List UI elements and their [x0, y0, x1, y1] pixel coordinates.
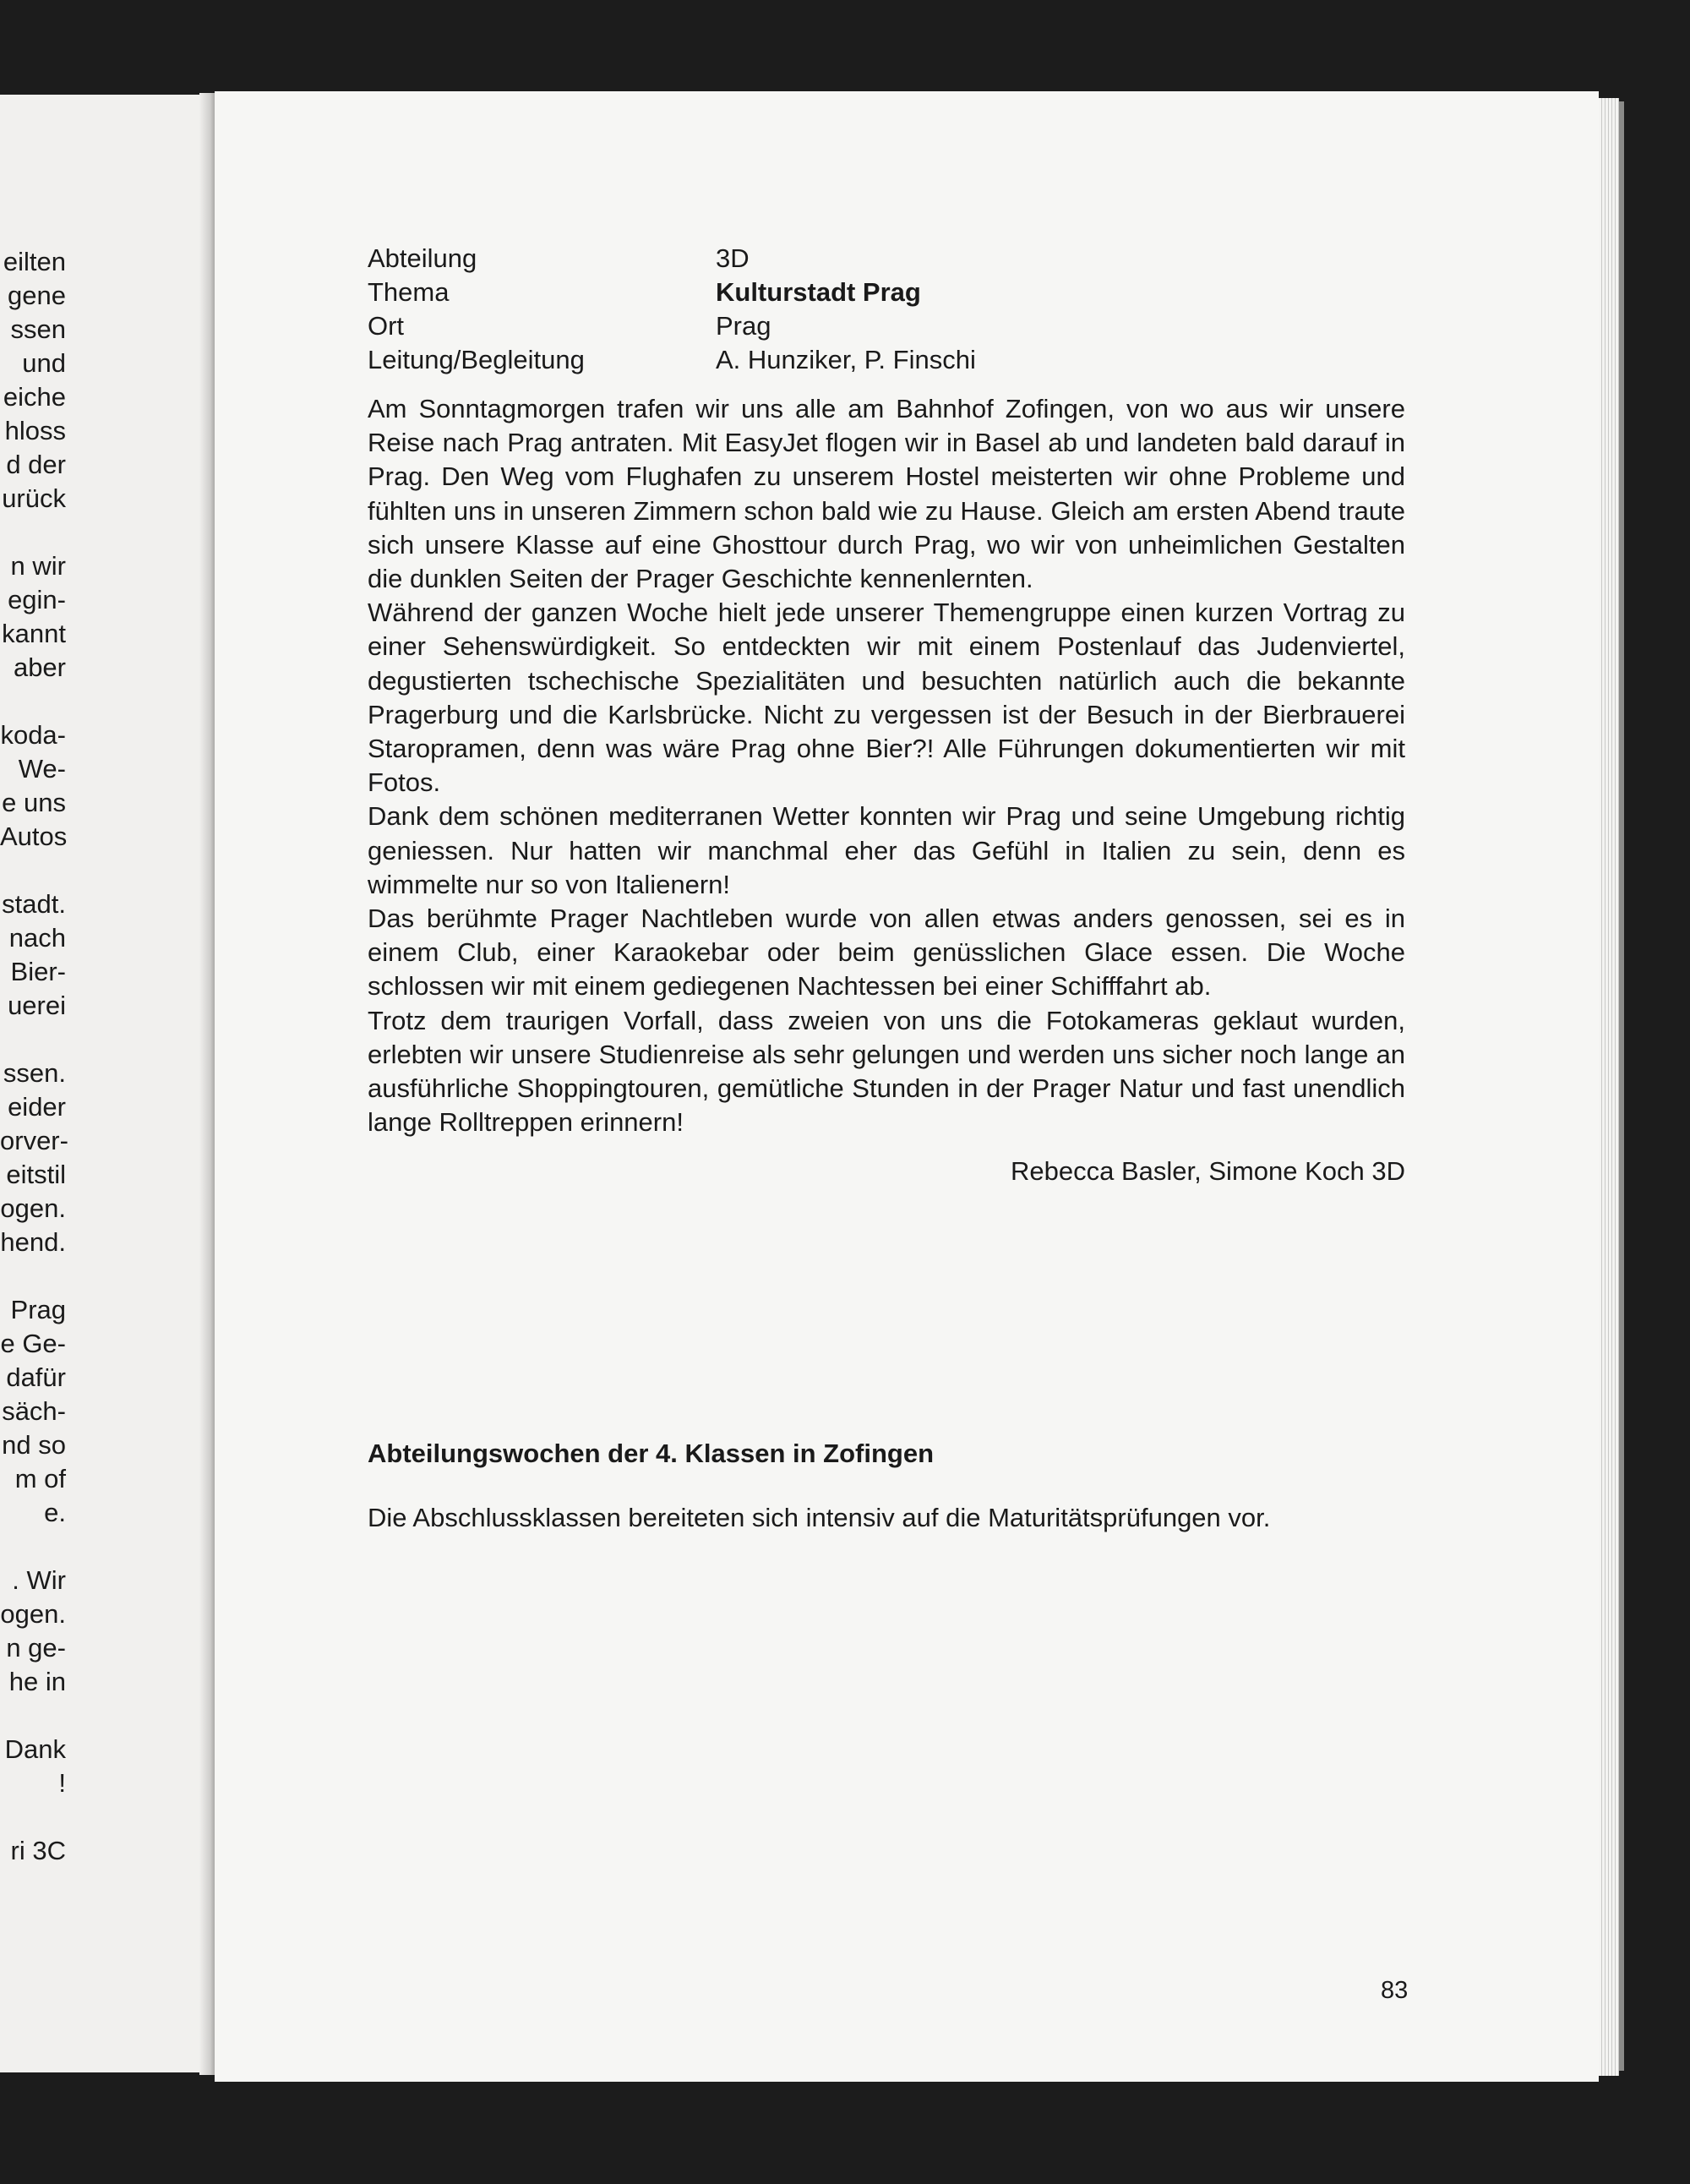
- left-page-line: säch-: [2, 1396, 66, 1426]
- left-page-line: hend.: [0, 1227, 66, 1257]
- section-text: Die Abschlussklassen bereiteten sich intensiv auf die Maturitätsprüfungen vor.: [368, 1503, 1271, 1532]
- paragraph: Das berühmte Prager Nachtleben wurde von allen etwas anders genossen, sei es in einem Club, einer Karaokebar oder beim genüsslichen Glace essen. Die Woche schlossen wir mit einem gediegenen Nachtessen bei einer Schifffahrt ab.: [368, 904, 1405, 1002]
- left-page-line: orver-: [0, 1126, 68, 1155]
- left-page-line: e uns: [2, 788, 66, 817]
- meta-row-leaders: [368, 343, 1405, 377]
- paragraph: Während der ganzen Woche hielt jede unserer Themengruppe einen kurzen Vortrag zu einer Sehenswürdigkeit. So entdeckten wir mit einem Postenlauf das Judenviertel, degustierten tschechische Spezialitäten und besuchten natürlich auch die bekannte Pragerburg und die Karlsbrücke. Nicht zu vergessen ist der Besuch in der Bierbrauerei Staropramen, denn was wäre Prag ohne Bier?! Alle Führungen dokumentierten wir mit Fotos.: [368, 598, 1405, 798]
- left-page-line: !: [58, 1768, 66, 1798]
- left-page-line: eider: [8, 1092, 66, 1122]
- left-page-line: und: [22, 348, 66, 378]
- left-page-line: kannt: [2, 619, 66, 648]
- left-page-line: ogen.: [0, 1193, 66, 1223]
- left-page-line: ssen: [10, 314, 66, 344]
- left-page-line: aber: [13, 652, 66, 682]
- left-page-line: Prag: [10, 1295, 66, 1324]
- left-page-line: Dank: [4, 1734, 66, 1764]
- page-edges: [1599, 98, 1619, 2076]
- meta-value: A. Hunziker, P. Finschi: [716, 345, 976, 374]
- left-page-line: nd so: [2, 1430, 66, 1460]
- left-page-line: d der: [6, 450, 66, 479]
- left-page-line: . Wir: [12, 1565, 66, 1595]
- left-page-line: egin-: [8, 585, 66, 614]
- section-heading: Abteilungswochen der 4. Klassen in Zofingen: [368, 1439, 935, 1468]
- left-page-line: e Ge-: [0, 1329, 66, 1358]
- meta-label: Thema: [368, 277, 450, 307]
- left-page-line: hloss: [4, 416, 66, 445]
- meta-label: Leitung/Begleitung: [368, 345, 585, 374]
- left-page-line: ri 3C: [10, 1836, 66, 1865]
- meta-label: Abteilung: [368, 243, 477, 273]
- left-page-line: stadt.: [2, 889, 66, 919]
- left-page-line: We-: [18, 754, 66, 784]
- left-page-line: dafür: [6, 1362, 66, 1392]
- meta-row-place: [368, 309, 1405, 343]
- left-page-line: n ge-: [6, 1633, 66, 1663]
- paragraph: Am Sonntagmorgen trafen wir uns alle am Bahnhof Zofingen, von wo aus wir unsere Reise nach Prag antraten. Mit EasyJet flogen wir in Basel ab und landeten bald darauf in Prag. Den Weg vom Flughafen zu unserem Hostel meisterten wir ohne Probleme und fühlten uns in unseren Zimmern schon bald wie zu Hause. Gleich am ersten Abend traute sich unsere Klasse auf eine Ghosttour durch Prag, wo wir von unheimlichen Gestalten die dunklen Seiten der Prager Geschichte kennenlernten.: [368, 394, 1405, 594]
- left-page-line: gene: [8, 281, 66, 310]
- left-page-line: ssen.: [3, 1058, 66, 1088]
- left-page-line: Bier-: [10, 957, 66, 986]
- meta-value: Prag: [716, 311, 771, 341]
- left-page-line: uerei: [8, 991, 66, 1020]
- left-page-line: eitstil: [6, 1160, 66, 1189]
- article-body: [368, 392, 1405, 1139]
- author-signature: Rebecca Basler, Simone Koch 3D: [1011, 1156, 1405, 1187]
- meta-row-department: [368, 242, 1405, 276]
- article-title: Kulturstadt Prag: [716, 277, 921, 307]
- left-page-line: ogen.: [0, 1599, 66, 1629]
- left-page-line: m of: [14, 1464, 66, 1493]
- left-page-line: eiche: [3, 382, 66, 412]
- meta-label: Ort: [368, 311, 405, 341]
- left-page-line: nach: [8, 923, 66, 953]
- paragraph: Trotz dem traurigen Vorfall, dass zweien von uns die Fotokameras geklaut wurden, erlebten wir unsere Studienreise als sehr gelungen und werden uns sicher noch lange an ausführliche Shoppingtouren, gemütliche Stunden in der Prager Natur und fast unendlich lange Rolltreppen erinnern!: [368, 1005, 1405, 1138]
- meta-row-topic: [368, 276, 1405, 309]
- meta-value: 3D: [716, 243, 750, 273]
- left-page-line: eilten: [3, 247, 66, 276]
- left-page-line: koda-: [0, 720, 66, 750]
- left-page-line: n wir: [10, 551, 66, 581]
- paragraph: Dank dem schönen mediterranen Wetter konnten wir Prag und seine Umgebung richtig geniessen. Nur hatten wir manchmal eher das Gefühl in Italien zu sein, denn es wimmelte nur so von Italienern!: [368, 801, 1405, 899]
- left-page-line: he in: [8, 1667, 66, 1696]
- page-edge-shadow: [1619, 101, 1624, 2071]
- page-number: 83: [1381, 1977, 1409, 2004]
- left-page-line: Autos: [0, 822, 68, 851]
- left-page-line: urück: [2, 483, 66, 513]
- article-meta: [368, 242, 1405, 377]
- left-page-line: e.: [44, 1498, 66, 1527]
- article: [368, 242, 1405, 1532]
